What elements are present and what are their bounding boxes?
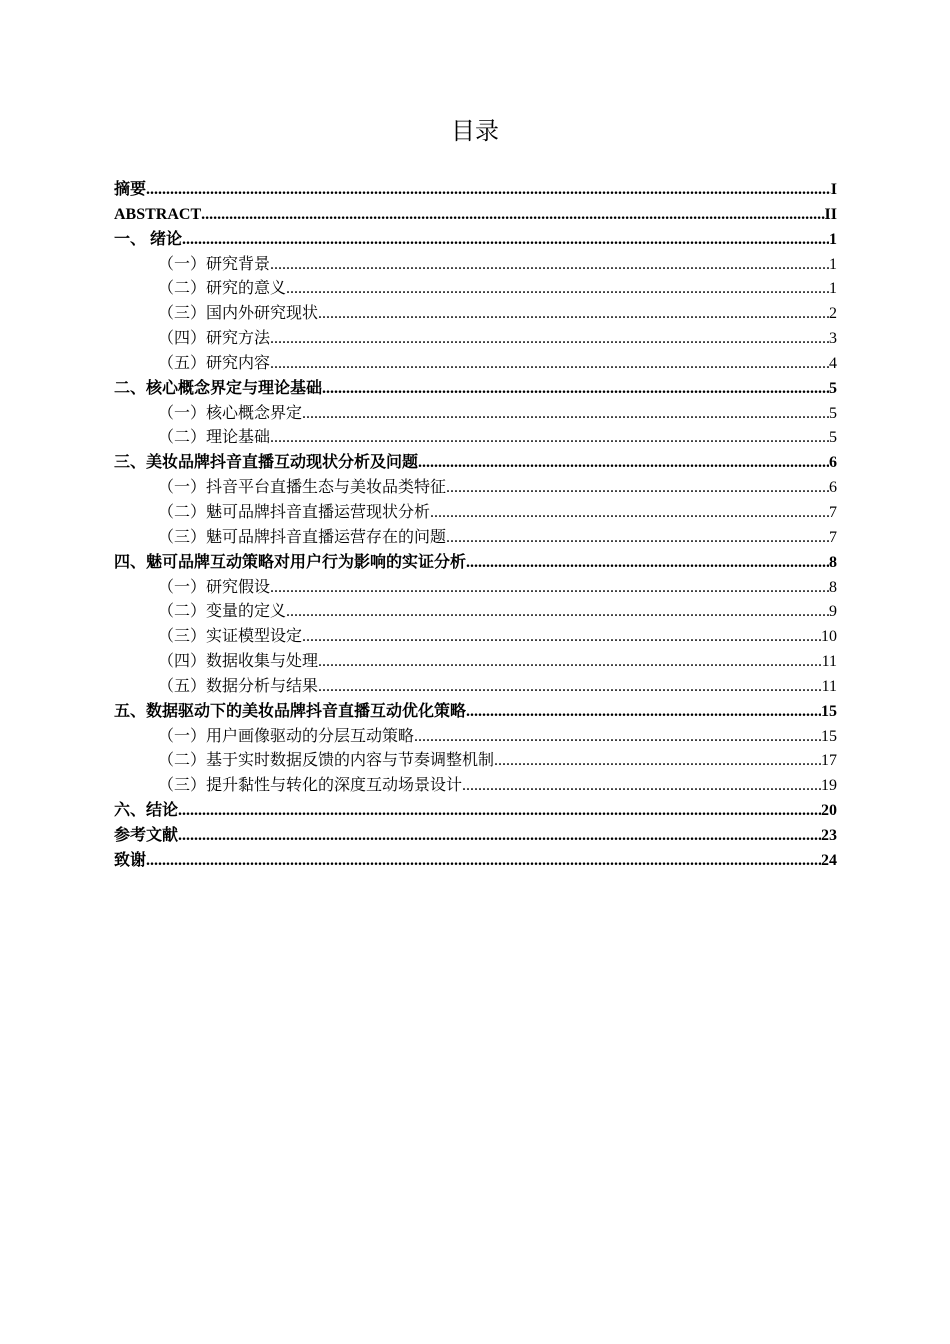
table-of-contents <box>114 178 837 874</box>
toc-entry-label: （四）数据收集与处理 <box>158 653 319 671</box>
dot-leader <box>178 799 821 824</box>
toc-entry-page-number: 7 <box>829 528 837 546</box>
toc-entry-label: （一）核心概念界定 <box>158 404 303 422</box>
toc-entry-page-number: 19 <box>821 777 837 795</box>
toc-title: 目录 <box>451 117 499 145</box>
toc-entry[interactable] <box>114 203 837 228</box>
dot-leader <box>318 302 829 327</box>
toc-entry[interactable] <box>114 426 837 451</box>
toc-entry[interactable] <box>114 501 837 526</box>
toc-entry-page-number: 24 <box>821 851 837 869</box>
toc-entry-label: （五）研究内容 <box>158 354 271 372</box>
dot-leader <box>494 749 821 774</box>
toc-entry-page-number: 8 <box>829 578 837 596</box>
dot-leader <box>270 352 829 377</box>
toc-entry-page-number: 15 <box>821 727 837 745</box>
toc-entry[interactable] <box>114 526 837 551</box>
dot-leader <box>270 327 829 352</box>
toc-entry-label: （三）实证模型设定 <box>158 628 303 646</box>
toc-entry[interactable] <box>114 551 837 576</box>
dot-leader <box>146 849 821 874</box>
toc-entry[interactable] <box>114 774 837 799</box>
toc-entry-page-number: 15 <box>821 702 837 720</box>
toc-entry-label: （三）国内外研究现状 <box>158 305 319 323</box>
toc-entry-page-number: 5 <box>829 404 837 422</box>
toc-entry[interactable] <box>114 476 837 501</box>
dot-leader <box>286 600 829 625</box>
toc-entry-page-number: 1 <box>829 280 837 298</box>
toc-entry-page-number: 9 <box>829 603 837 621</box>
toc-entry-label: 致谢 <box>114 851 147 869</box>
dot-leader <box>446 526 829 551</box>
toc-entry[interactable] <box>114 749 837 774</box>
dot-leader <box>302 625 821 650</box>
toc-entry-label: （二）魅可品牌抖音直播运营现状分析 <box>158 503 431 521</box>
toc-entry[interactable] <box>114 600 837 625</box>
dot-leader <box>270 253 829 278</box>
dot-leader <box>446 476 829 501</box>
toc-entry[interactable] <box>114 228 837 253</box>
toc-entry-label: ABSTRACT <box>114 205 202 223</box>
toc-entry-page-number: 10 <box>821 628 837 646</box>
toc-entry[interactable] <box>114 625 837 650</box>
toc-entry-page-number: 8 <box>829 553 837 571</box>
toc-entry[interactable] <box>114 824 837 849</box>
toc-entry[interactable] <box>114 327 837 352</box>
toc-entry-label: 摘要 <box>114 181 147 198</box>
toc-entry-page-number: 5 <box>829 379 837 397</box>
toc-entry-label: （一）抖音平台直播生态与美妆品类特征 <box>158 479 447 497</box>
toc-entry-page-number: 1 <box>829 255 837 273</box>
toc-entry-label: （二）变量的定义 <box>158 603 287 621</box>
toc-entry[interactable] <box>114 277 837 302</box>
toc-entry-page-number: 6 <box>829 479 837 497</box>
dot-leader <box>182 228 829 253</box>
toc-entry-label: （一）用户画像驱动的分层互动策略 <box>158 727 415 745</box>
toc-entry[interactable] <box>114 377 837 402</box>
toc-entry-label: 二、核心概念界定与理论基础 <box>114 379 323 397</box>
toc-entry-page-number: II <box>824 205 837 223</box>
toc-entry-page-number: 11 <box>821 653 837 671</box>
toc-entry-label: （二）理论基础 <box>158 429 271 447</box>
toc-entry-label: 四、魅可品牌互动策略对用户行为影响的实证分析 <box>114 553 467 571</box>
toc-entry[interactable] <box>114 700 837 725</box>
toc-entry[interactable] <box>114 253 837 278</box>
dot-leader <box>462 774 821 799</box>
dot-leader <box>322 377 829 402</box>
dot-leader <box>286 277 829 302</box>
toc-entry-label: 六、结论 <box>114 802 179 820</box>
toc-entry-label: （一）研究背景 <box>158 255 271 273</box>
toc-entry-label: 参考文献 <box>114 826 179 844</box>
dot-leader <box>318 650 822 675</box>
toc-entry-label: 三、美妆品牌抖音直播互动现状分析及问题 <box>114 454 419 472</box>
toc-entry[interactable] <box>114 451 837 476</box>
dot-leader <box>178 824 821 849</box>
toc-entry[interactable] <box>114 849 837 874</box>
dot-leader <box>418 451 829 476</box>
toc-entry[interactable] <box>114 352 837 377</box>
toc-entry[interactable] <box>114 675 837 700</box>
toc-entry-page-number: 6 <box>829 454 837 472</box>
dot-leader <box>270 426 829 451</box>
dot-leader <box>466 700 821 725</box>
toc-entry[interactable] <box>114 178 837 203</box>
toc-entry-label: （五）数据分析与结果 <box>158 677 319 695</box>
toc-entry-label: （三）魅可品牌抖音直播运营存在的问题 <box>158 528 447 546</box>
toc-entry-page-number: 17 <box>821 752 837 770</box>
toc-entry[interactable] <box>114 402 837 427</box>
toc-entry[interactable] <box>114 799 837 824</box>
toc-entry-page-number: 1 <box>829 230 837 248</box>
toc-entry-page-number: 4 <box>829 354 837 372</box>
toc-entry[interactable] <box>114 576 837 601</box>
toc-entry[interactable] <box>114 650 837 675</box>
toc-entry-page-number: 7 <box>829 503 837 521</box>
toc-entry-label: （三）提升黏性与转化的深度互动场景设计 <box>158 777 463 795</box>
toc-entry-label: （一）研究假设 <box>158 578 271 596</box>
dot-leader <box>414 725 821 750</box>
toc-entry-page-number: I <box>830 181 837 198</box>
toc-entry-label: 五、数据驱动下的美妆品牌抖音直播互动优化策略 <box>114 702 467 720</box>
toc-entry-page-number: 2 <box>829 305 837 323</box>
toc-entry-page-number: 11 <box>821 677 837 695</box>
toc-entry[interactable] <box>114 302 837 327</box>
toc-entry-label: 一、 绪论 <box>114 230 183 248</box>
dot-leader <box>270 576 829 601</box>
dot-leader <box>302 402 829 427</box>
toc-entry-page-number: 3 <box>829 330 837 348</box>
toc-entry[interactable] <box>114 725 837 750</box>
dot-leader <box>201 203 824 228</box>
toc-entry-label: （四）研究方法 <box>158 330 271 348</box>
dot-leader <box>466 551 829 576</box>
toc-entry-label: （二）研究的意义 <box>158 280 287 298</box>
toc-entry-page-number: 20 <box>821 802 837 820</box>
toc-entry-label: （二）基于实时数据反馈的内容与节奏调整机制 <box>158 752 495 770</box>
toc-entry-page-number: 5 <box>829 429 837 447</box>
dot-leader <box>146 178 831 203</box>
dot-leader <box>430 501 829 526</box>
toc-entry-page-number: 23 <box>821 826 837 844</box>
dot-leader <box>318 675 822 700</box>
